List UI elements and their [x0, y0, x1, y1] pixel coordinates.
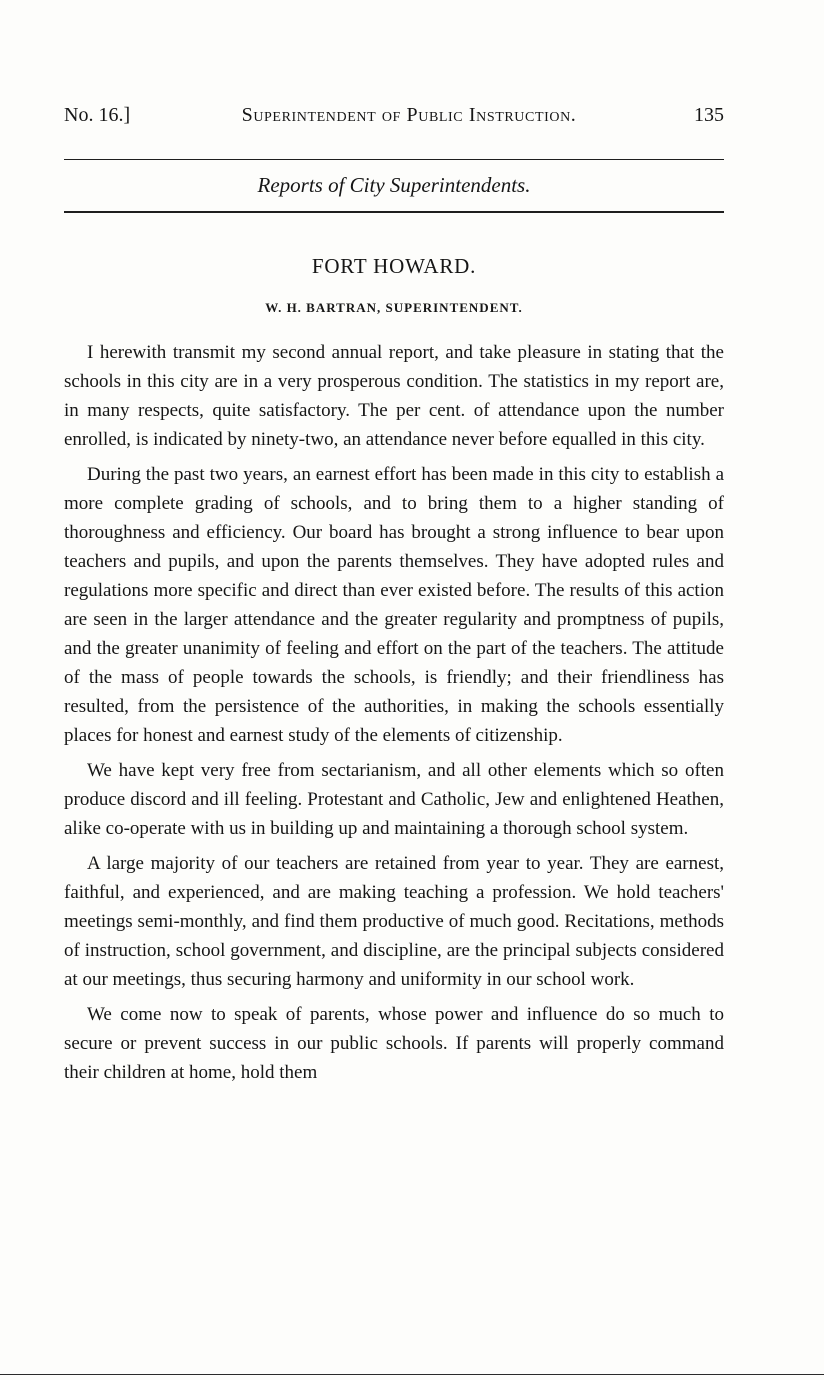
paragraph: We come now to speak of parents, whose power and influence do so much to secure or prevent success in our public schools. If parents will properly command their children at home, hold them — [64, 1004, 724, 1083]
header-rule-top — [64, 159, 724, 160]
paragraph: During the past two years, an earnest effort has been made in this city to establish a more complete grading of schools, and to bring them to a higher standing of thoroughness and efficiency. Our board has brought a strong influence to bear upon teachers and pupils, and upon the parents themselves. They have adopted rules and regulations more specific and direct than ever existed before. The results of this action are seen in the larger attendance and the greater regularity and promptness of pupils, and the greater unanimity of feeling and effort on the part of the teachers. The attitude of the mass of people towards the schools, is friendly; and their friendliness has resulted, from the persistence of the authorities, in making the schools essentially places for honest and earnest study of the elements of citizenship. — [64, 464, 724, 746]
paragraph: I herewith transmit my second annual report, and take pleasure in stating that the schools in this city are in a very prosperous condition. The statistics in my report are, in many respects, quite satisfactory. The per cent. of attendance upon the number enrolled, is indicated by ninety-two, an attendance never before equalled in this city. — [64, 342, 724, 450]
running-head-title: Superintendent of Public Instruction. — [241, 104, 577, 126]
report-body — [64, 338, 724, 1093]
page-bottom-edge — [0, 1374, 824, 1375]
section-title: Reports of City Superintendents. — [257, 173, 531, 197]
page-number: 135 — [694, 104, 724, 126]
paragraph: We have kept very free from sectarianism, and all other elements which so often produce discord and ill feeling. Protestant and Catholic, Jew and enlightened Heathen, alike co-operate with us in building up and maintaining a thorough school system. — [64, 760, 724, 839]
header-rule-bottom — [64, 211, 724, 213]
city-heading: FORT HOWARD. — [311, 254, 477, 278]
author-line: W. H. BARTRAN, SUPERINTENDENT. — [265, 300, 523, 315]
paragraph: A large majority of our teachers are retained from year to year. They are earnest, faithful, and experienced, and are making teaching a profession. We hold teachers' meetings semi-monthly, and find them productive of much good. Recitations, methods of instruction, school government, and discipline, are the principal subjects considered at our meetings, thus securing harmony and uniformity in our school work. — [64, 853, 724, 990]
document-number: No. 16.] — [64, 104, 131, 126]
running-head — [64, 104, 724, 132]
